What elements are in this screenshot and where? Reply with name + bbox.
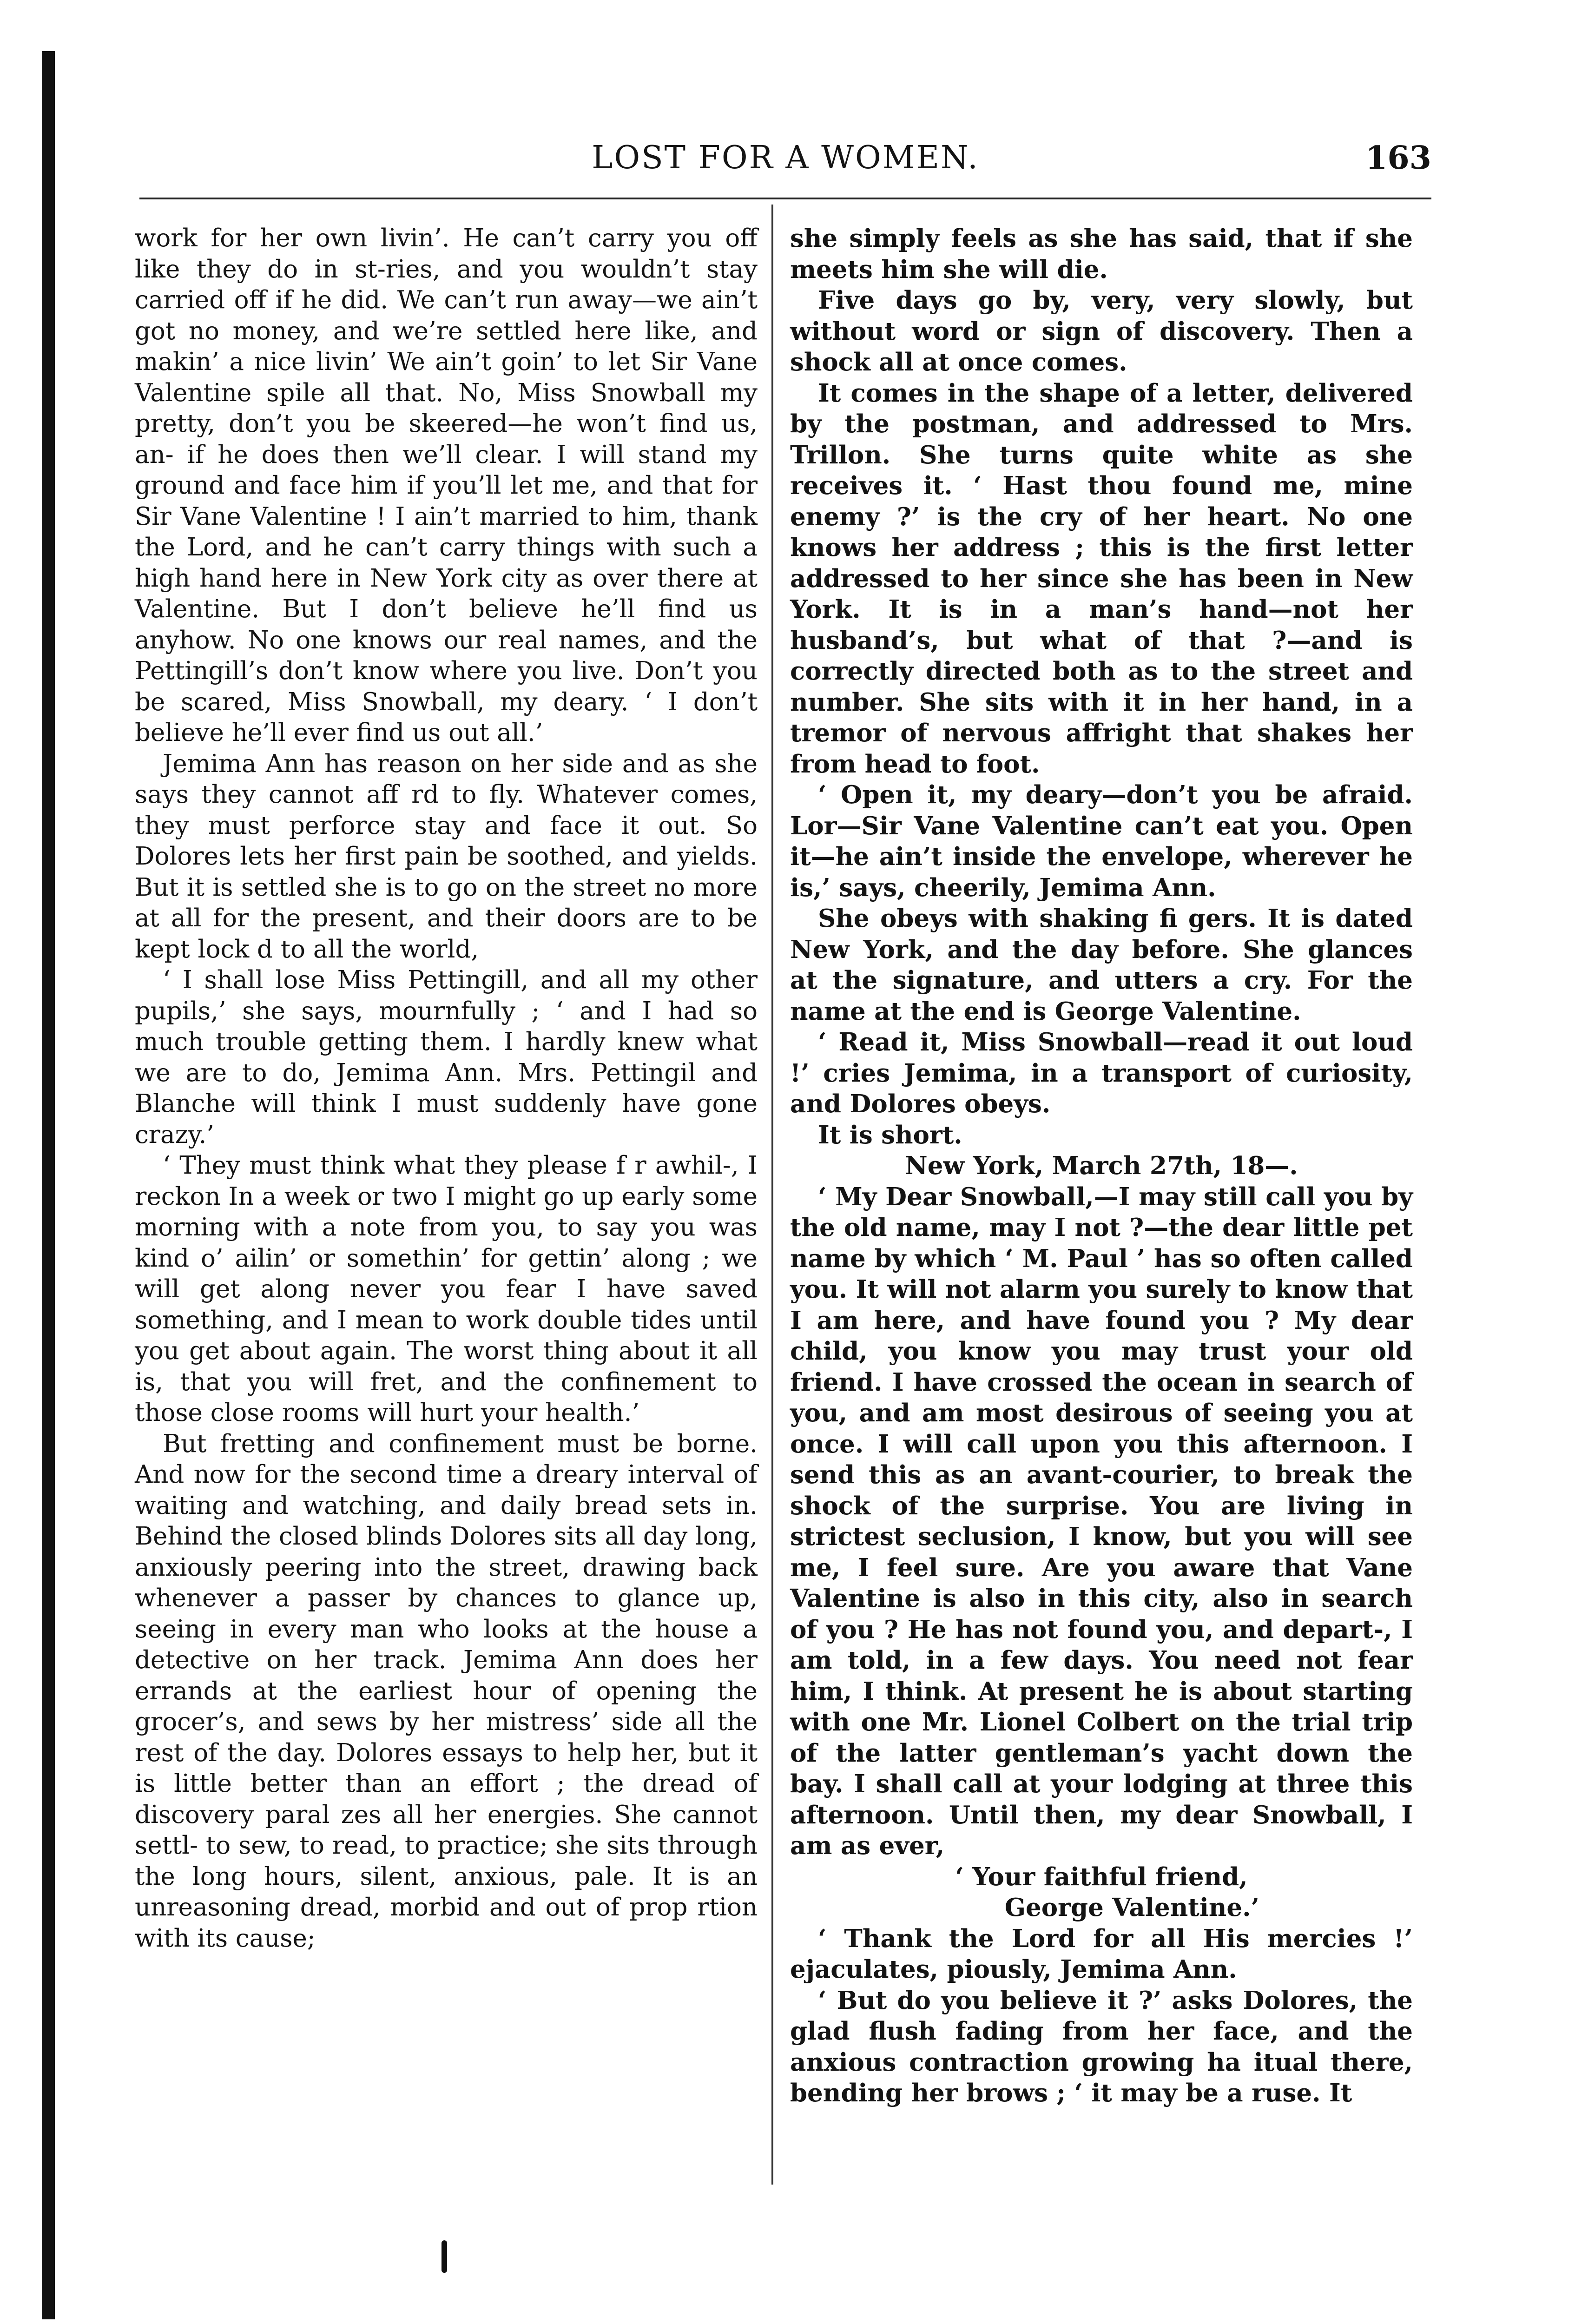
page-number: 163 <box>1365 139 1431 177</box>
paragraph: ‘ They must think what they please f r awhil-, I reckon In a week or two I might go up early some morning with a note from you, to say you was kind o’ ailin’ or somethin’ for gettin’ along ; we will get along never you fear I have saved something, and I mean to work double tides until you get about again. The worst thing about it all is, that you will fret, and the confinement to those close rooms will hurt your health.’ <box>135 1151 758 1427</box>
page-header <box>139 139 1431 191</box>
left-column <box>135 223 758 1954</box>
paragraph: She obeys with shaking fi gers. It is dated New York, and the day before. She glances at the signature, and utters a cry. For the name at the end is George Valentine. <box>790 904 1413 1026</box>
paragraph: It comes in the shape of a letter, delivered by the postman, and addressed to Mrs. Trillon. She turns quite white as she receives it. ‘ Hast thou found me, mine enemy ?’ is the cry of her heart. No one knows her address ; this is the first letter addressed to her since she has been in New York. It is in a man’s hand—not her husband’s, but what of that ?—and is correctly directed both as to the street and number. She sits with it in her hand, in a tremor of nervous affright that shakes her from head to foot. <box>790 378 1413 779</box>
paragraph: George Valentine.’ <box>1004 1893 1259 1922</box>
paragraph: ‘ Your faithful friend, <box>955 1862 1248 1891</box>
running-title: LOST FOR A WOMEN. <box>592 139 979 176</box>
paragraph: Five days go by, very, very slowly, but without word or sign of discovery. Then a shock all at once comes. <box>790 286 1413 376</box>
paragraph: New York, March 27th, 18—. <box>905 1151 1298 1180</box>
paragraph: work for her own livin’. He can’t carry you off like they do in st-ries, and you wouldn’t stay carried off if he did. We can’t run away—we ain’t got no money, and we’re settled here like, and makin’ a nice livin’ We ain’t goin’ to let Sir Vane Valentine spile all that. No, Miss Snowball my pretty, don’t you be skeered—he won’t find us, an- if he does then we’ll clear. I will stand my ground and face him if you’ll let me, and that for Sir Vane Valentine ! I ain’t married to him, thank the Lord, and he can’t carry things with such a high hand here in New York city as over there at Valentine. But I don’t believe he’ll find us anyhow. No one knows our real names, and the Pettingill’s don’t know where you live. Don’t you be scared, Miss Snowball, my deary. ‘ I don’t believe he’ll ever find us out all.’ <box>135 224 758 747</box>
page-edge-shadow <box>42 51 55 2319</box>
paragraph: It is short. <box>818 1120 962 1149</box>
header-rule <box>139 198 1431 199</box>
paragraph: she simply feels as she has said, that if she meets him she will die. <box>790 224 1413 284</box>
right-column <box>790 223 1413 2109</box>
paragraph: ‘ I shall lose Miss Pettingill, and all my other pupils,’ she says, mournfully ; ‘ and I had so much trouble getting them. I hardly knew what we are to do, Jemima Ann. Mrs. Pettingil and Blanche will think I must suddenly have gone crazy.’ <box>135 966 758 1149</box>
paragraph: But fretting and confinement must be borne. And now for the second time a dreary interval of waiting and watching, and daily bread sets in. Behind the closed blinds Dolores sits all day long, anxiously peering into the street, drawing back whenever a passer by chances to glance up, seeing in every man who looks at the house a detective on her track. Jemima Ann does her errands at the earliest hour of opening the grocer’s, and sews by her mistress’ side all the rest of the day. Dolores essays to help her, but it is little better than an effort ; the dread of discovery paral zes all her energies. She cannot settl- to sew, to read, to practice; she sits through the long hours, silent, anxious, pale. It is an unreasoning dread, morbid and out of prop rtion with its cause; <box>135 1429 758 1953</box>
paragraph: ‘ My Dear Snowball,—I may still call you by the old name, may I not ?—the dear little pet name by which ‘ M. Paul ’ has so often called you. It will not alarm you surely to know that I am here, and have found you ? My dear child, you know you may trust your old friend. I have crossed the ocean in search of you, and am most desirous of seeing you at once. I will call upon you this afternoon. I send this as an avant-courier, to break the shock of the surprise. You are living in strictest seclusion, I know, but you will see me, I feel sure. Are you aware that Vane Valentine is also in this city, also in search of you ? He has not found you, and depart-, I am told, in a few days. You need not fear him, I think. At present he is about starting with one Mr. Lionel Colbert on the trial trip of the latter gentleman’s yacht down the bay. I shall call at your lodging at three this afternoon. Until then, my dear Snowball, I am as ever, <box>790 1182 1413 1860</box>
column-divider <box>771 205 773 2185</box>
paragraph: ‘ Open it, my deary—don’t you be afraid. Lor—Sir Vane Valentine can’t eat you. Open it—he ain’t inside the envelope, wherever he is,’ says, cheerily, Jemima Ann. <box>790 780 1413 902</box>
paragraph: ‘ Read it, Miss Snowball—read it out loud !’ cries Jemima, in a transport of curiosity, and Dolores obeys. <box>790 1028 1413 1118</box>
paragraph: ‘ Thank the Lord for all His mercies !’ ejaculates, piously, Jemima Ann. <box>790 1924 1413 1984</box>
paragraph: ‘ But do you believe it ?’ asks Dolores, the glad flush fading from her face, and the anxious contraction growing ha itual there, bending her brows ; ‘ it may be a ruse. It <box>790 1986 1413 2107</box>
ink-mark <box>442 2240 447 2273</box>
paragraph: Jemima Ann has reason on her side and as she says they cannot aff rd to fly. Whatever comes, they must perforce stay and face it out. So Dolores lets her first pain be soothed, and yields. But it is settled she is to go on the street no more at all for the present, and their doors are to be kept lock d to all the world, <box>135 749 758 964</box>
